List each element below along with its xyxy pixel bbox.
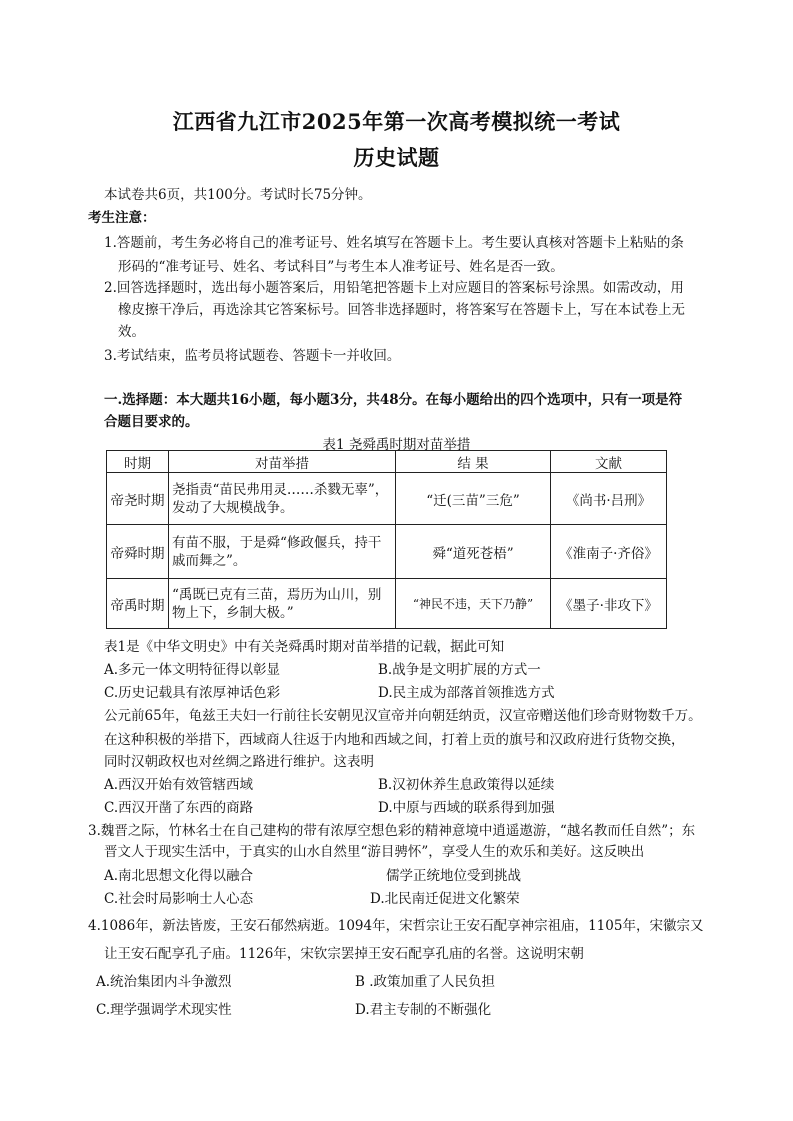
question-4-option: C.理学强调学术现实性	[96, 1002, 232, 1018]
table-row	[107, 579, 667, 629]
notice-heading: 考生注意：	[88, 210, 156, 226]
notice-line: 效。	[118, 324, 145, 340]
era-cell: 帝舜时期	[107, 525, 169, 579]
section-heading-cont: 合题目要求的。	[104, 414, 199, 430]
notice-line: 1.答题前，考生务必将自己的准考证号、姓名填写在答题卡上。考生要认真核对答题卡上粘贴的条	[104, 235, 684, 251]
question-1-option: B.战争是文明扩展的方式一	[378, 662, 541, 678]
notice-line: 3.考试结束，监考员将试题卷、答题卡一并收回。	[104, 348, 401, 364]
source-cell: 《淮南子·齐俗》	[551, 525, 667, 579]
question-3-option: D.北民南迁促进文化繁荣	[370, 891, 520, 907]
page-subtitle: 历史试题	[353, 145, 440, 170]
question-4-stem: 让王安石配享孔子庙。1126年，宋钦宗罢掉王安石配享孔庙的名誉。这说明宋朝	[104, 946, 584, 962]
question-4-option: D.君主专制的不断强化	[355, 1002, 492, 1018]
measures-table	[106, 450, 667, 629]
result-cell: “迁(三苗”三危”	[396, 473, 551, 525]
question-2-option: B.汉初休养生息政策得以延续	[378, 777, 555, 793]
era-cell: 帝尧时期	[107, 473, 169, 525]
table-header-cell: 时期	[107, 451, 169, 473]
question-2-option: A.西汉开始有效管辖西域	[104, 777, 254, 793]
exam-intro: 本试卷共6页，共100分。考试时长75分钟。	[104, 187, 372, 203]
measure-cell: “禹既已克有三苗，焉历为山川，别物上下，乡制大极。”	[169, 579, 396, 629]
notice-line: 形码的“准考证号、姓名、考试科目”与考生本人准考证号、姓名是否一致。	[118, 259, 564, 275]
question-2-stem: 同时汉朝政权也对丝绸之路进行维护。这表明	[104, 754, 374, 770]
question-1-option: C.历史记载具有浓厚神话色彩	[104, 685, 281, 701]
table-header-cell: 结 果	[396, 451, 551, 473]
table-row	[107, 525, 667, 579]
page-title: 江西省九江市2025年第一次高考模拟统一考试	[172, 109, 621, 134]
question-3-option: 儒学正统地位受到挑战	[386, 868, 521, 884]
question-2-stem: 公元前65年，龟兹王夫妇一行前往长安朝见汉宣帝并向朝廷纳贡，汉宣帝赠送他们珍奇财物数千万。	[104, 708, 702, 724]
result-cell: “神民不违，天下乃静”	[396, 579, 551, 629]
notice-line: 橡皮擦干净后，再选涂其它答案标号。回答非选择题时，将答案写在答题卡上，写在本试卷上无	[118, 302, 685, 318]
question-3-option: C.社会时局影响士人心态	[104, 891, 254, 907]
question-3-stem: 晋文人于现实生活中，于真实的山水自然里“游目骋怀”，享受人生的欢乐和美好。这反映出	[104, 844, 645, 860]
question-1-stem: 表1是《中华文明史》中有关尧舜禹时期对苗举措的记载，据此可知	[104, 639, 505, 655]
table-header-cell: 对苗举措	[169, 451, 396, 473]
question-4-stem: 4.1086年，新法皆废，王安石郁然病逝。1094年，宋哲宗让王安石配享神宗祖庙，1105年，宋徽宗又	[88, 918, 704, 934]
question-1-option: A.多元一体文明特征得以彰显	[104, 662, 281, 678]
question-4-option: A.统治集团内斗争激烈	[96, 974, 232, 990]
question-3-stem: 3.魏晋之际，竹林名士在自己建构的带有浓厚空想色彩的精神意境中逍遥遨游，“越名教而任自然”；东	[88, 823, 696, 839]
question-1-option: D.民主成为部落首领推选方式	[378, 685, 555, 701]
result-cell: 舜“道死苍梧”	[396, 525, 551, 579]
question-4-option: B .政策加重了人民负担	[355, 974, 496, 990]
table-header-row	[107, 451, 667, 473]
notice-line: 2.回答选择题时，选出每小题答案后，用铅笔把答题卡上对应题目的答案标号涂黑。如需改动，用	[104, 280, 684, 296]
measure-cell: 有苗不服，于是舜“修政偃兵，持干戚而舞之”。	[169, 525, 396, 579]
era-cell: 帝禹时期	[107, 579, 169, 629]
source-cell: 《墨子·非攻下》	[551, 579, 667, 629]
source-cell: 《尚书·吕刑》	[551, 473, 667, 525]
table-caption: 表1 尧舜禹时期对苗举措	[322, 437, 471, 453]
question-2-stem: 在这种积极的举措下，西域商人往返于内地和西域之间，打着上贡的旗号和汉政府进行货物交换，	[104, 732, 685, 748]
table-row	[107, 473, 667, 525]
table-header-cell: 文献	[551, 451, 667, 473]
measure-cell: 尧指责“苗民弗用灵……杀戮无辜”，发动了大规模战争。	[169, 473, 396, 525]
question-2-option: C.西汉开凿了东西的商路	[104, 800, 254, 816]
question-3-option: A.南北思想文化得以融合	[104, 868, 254, 884]
question-2-option: D.中原与西域的联系得到加强	[378, 800, 555, 816]
section-heading: 一.选择题：本大题共16小题，每小题3分，共48分。在每小题给出的四个选项中，只有一项是符	[104, 392, 683, 408]
